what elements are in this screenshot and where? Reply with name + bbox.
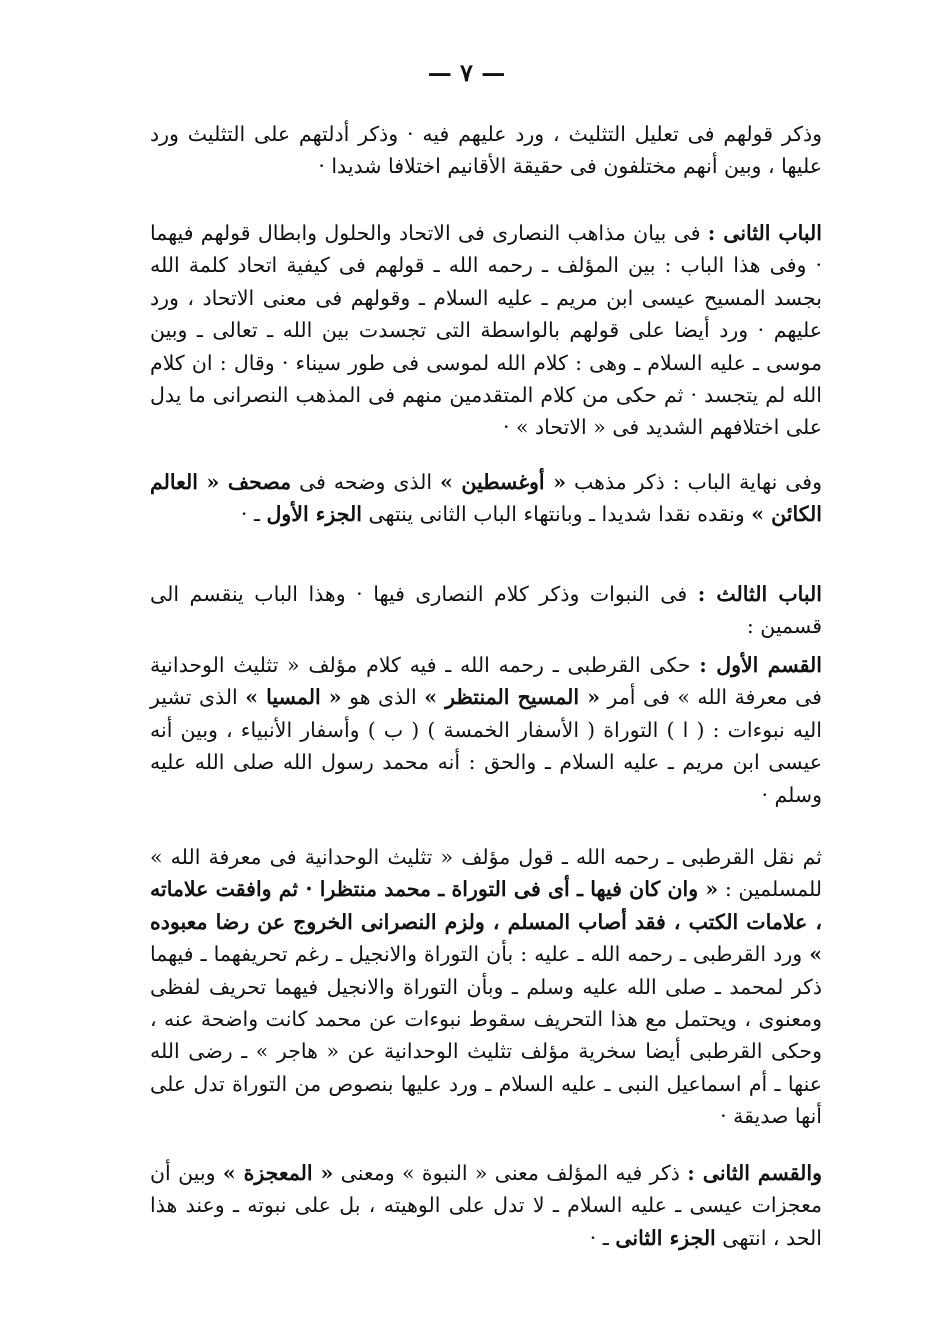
paragraph-text: حكى القرطبى ـ رحمه الله ـ فيه كلام مؤلف « تثليث الوحدانية فى معرفة الله » فى أمر: [150, 653, 822, 710]
paragraph-quotation: [150, 841, 822, 1133]
paragraph-text: وذكر قولهم فى تعليل التثليث ، ورد عليهم فيه · وذكر أدلتهم على التثليث ورد عليها ، وبين أنهم مختلفون فى حقيقة الأقانيم اختلافا شديدا ·: [150, 122, 822, 179]
emphasis-part-one: الجزء الأول: [266, 502, 362, 527]
emphasis-augustine: « أوغسطين »: [440, 470, 567, 494]
paragraph-text: الذى تشير اليه نبوءات : ( ا ) التوراة ( الأسفار الخمسة ) ( ب ) وأسفار الأنبياء ، وبين أنه عيسى ابن مريم ـ عليه السلام ـ والحق : أنه محمد رسول الله صلى الله عليه وسلم ·: [150, 685, 822, 807]
paragraph-text: الذى هو: [341, 685, 425, 710]
paragraph-chapter-two: [150, 217, 822, 444]
paragraph-text: ـ ·: [589, 1225, 616, 1250]
emphasis-messiah: « المسيح المنتظر »: [424, 685, 601, 710]
paragraph-text: ذكر فيه المؤلف معنى « النبوة » ومعنى: [333, 1161, 688, 1185]
paragraph-text: ثم نقل القرطبى ـ رحمه الله ـ قول مؤلف « تثليث الوحدانية فى معرفة الله » للمسلمين :: [150, 845, 822, 902]
paragraph-text: ورد القرطبى ـ رحمه الله ـ عليه : بأن التوراة والانجيل ـ رغم تحريفهما ـ فيهما ذكر لمحمد ـ صلى الله عليه وسلم ـ وبأن التوراة والانجيل فيهما تحريف لفظى ومعنوى ، ويحتمل مع هذا التحريف سقوط نبوءات عن محمد كانت واضحة عنه ، وحكى القرطبى أيضا سخرية مؤلف تثليث الوحدانية عن « هاجر » ـ رضى الله عنها ـ أم اسماعيل النبى ـ عليه السلام ـ ورد عليها بنصوص من التوراة تدل على أنها صديقة ·: [150, 942, 822, 1129]
emphasis-quotation: « وان كان فيها ـ أى فى التوراة ـ محمد منتظرا · ثم وافقت علاماته ، علامات الكتب ، فقد أصاب المسلم ، ولزم النصرانى الخروج عن رضا معبوده »: [150, 877, 822, 967]
paragraph-section-one: [150, 649, 822, 811]
paragraph-text: ـ ·: [240, 502, 267, 527]
emphasis-book-title: مصحف « العالم الكائن »: [150, 470, 822, 527]
paragraph-text: وبين أن معجزات عيسى ـ عليه السلام ـ لا تدل على الوهيته ، بل على نبوته ـ وعند هذا الحد ، انتهى: [150, 1161, 822, 1250]
chapter-heading: الباب الثالث :: [697, 582, 823, 606]
paragraph-chapter-three: [150, 578, 822, 643]
emphasis-miracle: « المعجزة »: [222, 1161, 334, 1185]
page-number: — ٧ —: [427, 58, 506, 87]
emphasis-part-two: الجزء الثانى: [615, 1225, 716, 1250]
paragraph-text: فى النبوات وذكر كلام النصارى فيها · وهذا الباب ينقسم الى قسمين :: [150, 582, 822, 639]
paragraph-text: ونقده نقدا شديدا ـ وبانتهاء الباب الثانى ينتهى: [361, 502, 752, 527]
paragraph-text: الذى وضحه فى: [291, 470, 441, 494]
paragraph-text: وفى نهاية الباب : ذكر مذهب: [566, 470, 822, 494]
paragraph-text: فى بيان مذاهب النصارى فى الاتحاد والحلول وابطال قولهم فيهما · وفى هذا الباب : بين المؤلف ـ رحمه الله ـ قولهم فى كيفية اتحاد كلمة الله بجسد المسيح عيسى ابن مريم ـ عليه السلام ـ وقولهم فى معنى الاتحاد ، ورد عليهم · ورد أيضا على قولهم بالواسطة التى تجسدت بين الله ـ تعالى ـ وبين موسى ـ عليه السلام ـ وهى : كلام الله لموسى فى طور سيناء · وقال : ان كلام الله لم يتجسد · ثم حكى من كلام المتقدمين منهم فى المذهب النصرانى ما يدل على اختلافهم الشديد فى « الاتحاد » ·: [150, 221, 822, 440]
paragraph-trinity-reasons: [150, 118, 822, 183]
paragraph-chapter-end: [150, 466, 822, 531]
chapter-heading: الباب الثانى :: [707, 221, 823, 245]
emphasis-masiya: « المسيا »: [245, 685, 342, 710]
paragraph-section-two: [150, 1157, 822, 1254]
section-heading: القسم الأول :: [699, 653, 822, 677]
section-heading: والقسم الثانى :: [687, 1161, 822, 1185]
